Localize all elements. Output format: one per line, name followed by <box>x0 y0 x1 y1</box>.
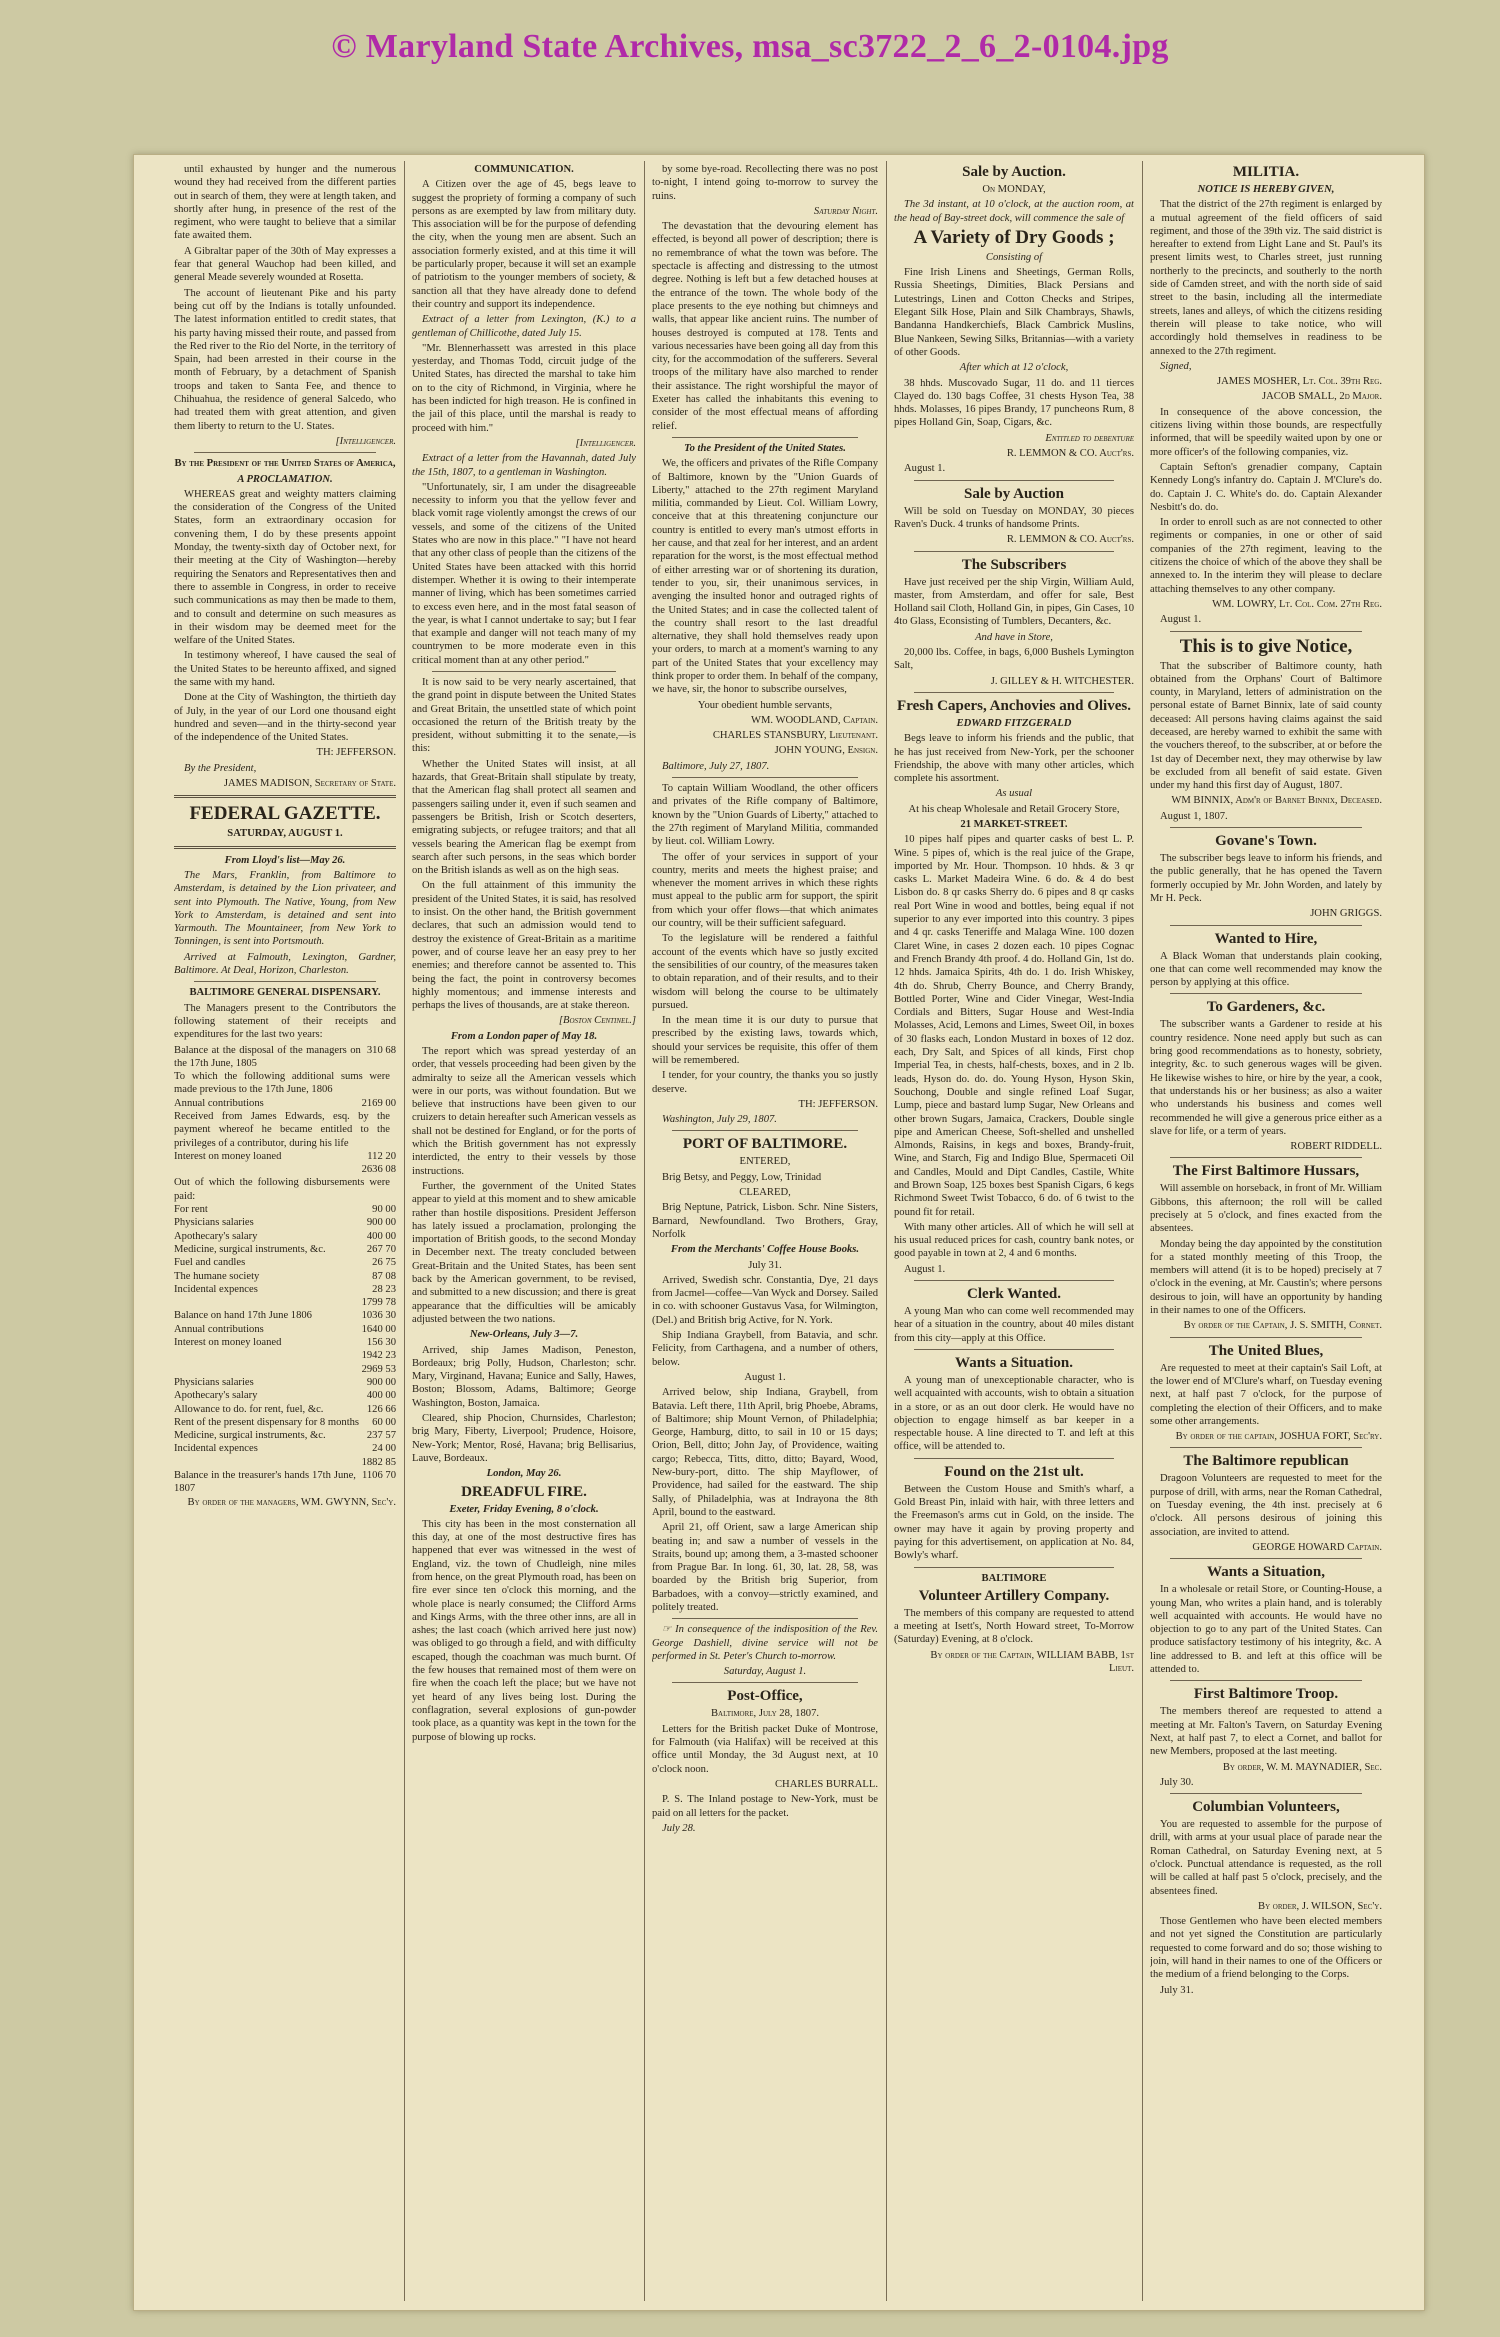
signature: GEORGE HOWARD Captain. <box>1252 1541 1382 1553</box>
divider <box>1170 1793 1362 1794</box>
ledger-label: Rent of the present dispensary for 8 months <box>174 1416 360 1428</box>
ledger-amount: 126 66 <box>366 1403 396 1415</box>
article-text: Arrived, ship James Madison, Peneston, Bordeaux; brig Polly, Hudson, Charleston; schr. Mary, Virginand, Havana; Eunice and Sally, Hawes, Boston; Blossom, Adams, Baltimore; George Washington, Boston, Jamaica. <box>412 1344 636 1409</box>
divider <box>174 846 396 849</box>
dateline: August 1. <box>1160 614 1202 626</box>
ledger-row <box>174 1429 396 1442</box>
section-heading: From a London paper of May 18. <box>450 1030 598 1042</box>
article-text: A Gibraltar paper of the 30th of May expresses a fear that general Wauchop had been killed, and general Meade severely wounded at Rosetta. <box>174 245 396 284</box>
ledger-amount: 24 00 <box>372 1443 396 1455</box>
ledger-amount: 1799 78 <box>361 1297 396 1309</box>
ledger-label: Balance in the treasurer's hands 17th June, 1807 <box>174 1470 356 1495</box>
ledger-row <box>174 1389 396 1402</box>
ledger-row <box>174 1469 396 1496</box>
article-text: P. S. The Inland postage to New-York, must be paid on all letters for the packet. <box>652 1794 878 1819</box>
notice-text: ☞ In consequence of the indisposition of the Rev. George Dashiell, divine service will not be performed in St. Peter's Church to-morrow. <box>652 1624 878 1662</box>
divider <box>672 777 858 778</box>
ad-heading: Wanted to Hire, <box>1214 930 1318 947</box>
ad-text: The members thereof are requested to attend a meeting at Mr. Falton's Tavern, on Saturday Evening Next, at half past 7, to elect a Cornet, and ballot for new Members, proposed at the last meeting. <box>1150 1706 1382 1758</box>
ad-heading: The Baltimore republican <box>1183 1453 1349 1470</box>
ad-heading: Sale by Auction. <box>962 164 1066 180</box>
ledger-amount: 2636 08 <box>361 1164 396 1176</box>
ledger-row <box>174 1256 396 1269</box>
source-credit: [Boston Centinel.] <box>558 1015 636 1027</box>
ledger-label: Physicians salaries <box>174 1217 254 1229</box>
ledger-amount: 400 00 <box>366 1230 396 1242</box>
ad-text: Entitled to debenture <box>1045 432 1134 444</box>
ledger-label: For rent <box>174 1204 208 1216</box>
ledger-label: Balance on hand 17th June 1806 <box>174 1310 312 1322</box>
dateline: Saturday Night. <box>813 205 878 217</box>
ledger-label: Annual contributions <box>174 1097 264 1109</box>
article-text: Arrived, Swedish schr. Constantia, Dye, 21 days from Jacmel—coffee—Van Wyck and Dorsey. Sailed in co. with schooner Gustavus Vasa, for Wilmington, (Del.) and British brig Active, for N. York. <box>652 1274 878 1326</box>
signature: JOHN YOUNG, Ensign. <box>774 745 878 757</box>
subheading: BALTIMORE <box>981 1572 1047 1584</box>
article-text: This city has been in the most consternation all this day, at one of the most destructive fires has happened that ever was witnessed in the west of England, viz. the town of Chudleigh, nine miles from hence, on the great Plymouth road, has been on fire ever since ten o'clock this morning, and the whole place is nearly consumed; the Clifford Arms and Kings Arms, with the three other inns, are all in ashes; the last coach (which arrived here just now) was obliged to go through a field, and with difficulty escaped, though the coachman was much burnt. Of the few houses that remained most of them were on fire when the coach left the place; but we have not yet heard of any lives being lost. During the conflagration, several explosions of gun-powder took place, as a quantity was kept in the town for the purpose of blowing up rocks. <box>412 1518 636 1743</box>
ledger-row <box>174 1044 396 1071</box>
ad-text: Dragoon Volunteers are requested to meet for the purpose of drill, with arms, near the Roman Cathedral, on Tuesday evening, the 4th inst. precisely at 6 o'clock. All persons desirous of joining this association, are invited to attend. <box>1150 1473 1382 1538</box>
divider <box>914 551 1114 552</box>
article-text: Done at the City of Washington, the thirtieth day of July, in the year of our Lord one thousand eight hundred and seven—and in the thirty-second year of the independence of the United States. <box>174 692 396 744</box>
column-2 <box>412 163 636 2298</box>
divider <box>914 1349 1114 1350</box>
issue-date: SATURDAY, AUGUST 1. <box>227 828 343 840</box>
address: 21 MARKET-STREET. <box>960 818 1068 830</box>
merchant-name: EDWARD FITZGERALD <box>956 717 1072 729</box>
ledger-label: Incidental expences <box>174 1443 258 1455</box>
ledger-label: Received from James Edwards, esq. by the payment whereof he became entitled to the privileges of a contributor, during his life <box>174 1111 390 1149</box>
article-text: Whether the United States will insist, at all hazards, that Great-Britain shall stipulate by treaty, that the American flag shall protect all seamen and passengers sailing under it, even if such seamen and passengers be British, Irish or Scotch deserters, emigrating subjects, or refugee traitors; and that all vessels bearing the American flag be exempt from search after such persons, in the seas which border on the British islands as well as on the high seas. <box>412 758 636 877</box>
dateline: Washington, July 29, 1807. <box>662 1114 777 1126</box>
section-heading: DREADFUL FIRE. <box>461 1483 587 1500</box>
ledger-row <box>174 1243 396 1256</box>
ledger-amount: 26 75 <box>372 1257 396 1269</box>
article-text: Arrived at Falmouth, Lexington, Gardner, Baltimore. At Deal, Horizon, Charleston. <box>174 951 396 977</box>
dateline: August 1, 1807. <box>1160 810 1228 822</box>
section-heading: New-Orleans, July 3—7. <box>469 1329 579 1341</box>
ledger-row <box>174 1349 396 1362</box>
signature: WM BINNIX, Adm'r of Barnet Binnix, Deceased. <box>1171 795 1382 807</box>
masthead: FEDERAL GAZETTE. <box>189 803 381 825</box>
ledger-amount: 1106 70 <box>361 1470 396 1482</box>
ad-heading: The Subscribers <box>961 556 1067 573</box>
ledger-row <box>174 1070 396 1097</box>
article-text: Brig Neptune, Patrick, Lisbon. Schr. Nine Sisters, Barnard, Newfoundland. Two Brothers, Gray, Norfolk <box>652 1202 878 1240</box>
ledger-row <box>174 1097 396 1110</box>
divider <box>1170 1157 1362 1158</box>
divider <box>1170 1558 1362 1559</box>
ledger-amount: 112 20 <box>367 1150 396 1162</box>
article-text: The account of lieutenant Pike and his party being cut off by the Indians is totally unfounded. The latest information entitled to credit states, that his party having missed their route, and passed from the Red river to the Rio del Norte, in the territory of Spain, had been arrested in their course in the month of February, by a detachment of Spanish troops and taken to Santa Fee, and thence to Chihuahua, the residence of general Salcedo, who had treated them with great attention, and given them liberty to return to the U. States. <box>174 287 396 432</box>
ledger-row <box>174 1309 396 1322</box>
divider <box>914 692 1114 693</box>
signature: By order, W. M. MAYNADIER, Sec. <box>1222 1761 1382 1773</box>
ledger-label: Interest on money loaned <box>174 1150 282 1162</box>
article-text: Letters for the British packet Duke of Montrose, for Falmouth (via Halifax) will be received at this office until Monday, the 3d August next, at 10 o'clock noon. <box>652 1723 878 1775</box>
signature: JAMES MOSHER, Lt. Col. 39th Reg. <box>1216 376 1382 388</box>
section-heading: PORT OF BALTIMORE. <box>682 1136 848 1153</box>
ledger-label <box>174 1363 362 1376</box>
article-text: Further, the government of the United States appear to yield at this moment and to shew amicable rather than hostile dispositions. President Jefferson has lately issued a proclamation, prolonging the importation of British goods, to the second Monday in December next. The treaty concluded between Great-Britain and the United States, has been sent back by the American government, to be revised, and submitted to a new discussion; and there is great appearance that the difficulties will be amicably adjusted between the two nations. <box>412 1180 636 1325</box>
proclamation-heading: By the President of the United States of America, <box>174 458 396 470</box>
ledger-row <box>174 1270 396 1283</box>
ad-heading: This is to give Notice, <box>1179 635 1353 657</box>
ledger-label: Apothecary's salary <box>174 1230 258 1242</box>
ad-heading: A Variety of Dry Goods ; <box>913 226 1115 248</box>
ad-text: Have just received per the ship Virgin, William Auld, master, from Amsterdam, and offer for sale, Best Holland sail Cloth, Holland Gin, in pipes, Gin Cases, 10 4to Glass, Econsisting of Tumblers, Decanters, &c. <box>894 576 1134 628</box>
column-rule <box>404 161 405 2301</box>
ledger-label: Incidental expences <box>174 1283 258 1295</box>
article-text: by some bye-road. Recollecting there was no post to-night, I intend going to-morrow to survey the ruins. <box>652 164 878 202</box>
ledger-label <box>174 1163 362 1176</box>
ledger-label: Annual contributions <box>174 1323 264 1335</box>
ledger-label: Balance at the disposal of the managers on the 17th June, 1805 <box>174 1044 361 1069</box>
divider <box>1170 993 1362 994</box>
subheading: CLEARED, <box>739 1187 791 1199</box>
ad-text: 20,000 lbs. Coffee, in bags, 6,000 Bushels Lymington Salt, <box>894 647 1134 672</box>
ad-heading: Fresh Capers, Anchovies and Olives. <box>897 697 1131 714</box>
ad-heading: Wants a Situation, <box>1207 1564 1325 1581</box>
ad-heading: Sale by Auction <box>963 485 1065 502</box>
ledger-amount: 60 00 <box>372 1416 396 1428</box>
ad-text: Between the Custom House and Smith's wharf, a Gold Breast Pin, inlaid with hair, with three letters and the Freemason's arms cut in Gold, on the inside. The owner may have it again by proving property and paying for this advertisement, on application at No. 84, Bowly's wharf. <box>894 1483 1134 1562</box>
signature: JACOB SMALL, 2d Major. <box>1262 391 1382 403</box>
signature: JOHN GRIGGS. <box>1310 908 1382 920</box>
divider <box>914 480 1114 481</box>
ledger-row <box>174 1376 396 1389</box>
dispensary-table <box>174 1044 396 1496</box>
ad-text: That the subscriber of Baltimore county, hath obtained from the Orphans' Court of Baltimore county, in Maryland, letters of administration on the personal estate of Barnet Binnix, late of said county deceased: All persons having claims against the said deceased, are hereby warned to exhibit the same with the vouchers thereof, to the subscriber, at or before the 1st day of December next, they may otherwise by law be excluded from all benefit of said estate. Given under my hand this first day of August, 1807. <box>1150 660 1382 792</box>
article-text: The devastation that the devouring element has effected, is beyond all power of description; there is no remembrance of what the town was before. The spectacle is affecting and distressing to the utmost degree. Nothing is left but a few detached houses at the entrance of the town. The whole body of the place presents to the eye nothing but chimneys and walls, that appear like ancient ruins. The number of houses destroyed is computed at 178. Tents and various necessaries have been going all day from this city, for the accommodation of the sufferers. Several troops of the military have also marched to render their assistance. The right worshipful the mayor of Exeter has called the inhabitants this evening to consider of the most effectual means of affording relief. <box>652 221 878 432</box>
signature: By order of the Captain, J. S. SMITH, Cornet. <box>1183 1320 1382 1332</box>
column-5 <box>1150 163 1382 2298</box>
ad-text: Are requested to meet at their captain's Sail Loft, at the lower end of M'Clure's wharf, on Tuesday evening next, at half past 7 o'clock, for the purpose of completing the election of their Officers, and to make some other arrangements. <box>1150 1362 1382 1427</box>
ad-text: A young Man who can come well recommended may hear of a situation in the country, about 40 miles distant from this city—apply at this Office. <box>894 1306 1134 1344</box>
ad-text: In a wholesale or retail Store, or Counting-House, a young Man, who writes a plain hand, and is tolerably well acquainted with accounts. He would have no objection to go to any part of the United States. Can produce satisfactory testimony of his integrity, &c. A line addressed to B. and left at this office will be attended to. <box>1150 1584 1382 1676</box>
ad-text: A Black Woman that understands plain cooking, one that can come well recommended may know the person by applying at this office. <box>1150 950 1382 989</box>
signature: By order of the managers, WM. GWYNN, Sec'y. <box>187 1496 396 1508</box>
dateline: August 1. <box>904 1263 946 1275</box>
column-4 <box>894 163 1134 2298</box>
ledger-amount: 87 08 <box>372 1270 396 1282</box>
ledger-label: Out of which the following disbursements were paid: <box>174 1177 390 1202</box>
signature: CHARLES BURRALL. <box>774 1778 878 1790</box>
ledger-amount: 2169 00 <box>361 1097 396 1109</box>
subheading: NOTICE IS HEREBY GIVEN, <box>1197 184 1335 195</box>
column-1 <box>174 163 396 2298</box>
ad-heading: MILITIA. <box>1232 164 1300 180</box>
article-text: I tender, for your country, the thanks you so justly deserve. <box>652 1070 878 1095</box>
article-text: It is now said to be very nearly ascertained, that the grand point in dispute between the United States and Great Britain, the unsettled state of which point occasioned the return of the British treaty by the president, without submitting it to the senate,—is this: <box>412 676 636 755</box>
divider <box>672 437 858 438</box>
signature: TH: JEFFERSON. <box>316 747 396 759</box>
article-text: The Mars, Franklin, from Baltimore to Amsterdam, is detained by the Lion privateer, and sent into Plymouth. The Native, Young, from New York to Amsterdam, is detained and sent into Yarmouth. The Mountaineer, from New York to Tonningen, is sent into Portsmouth. <box>174 869 396 948</box>
signature: TH: JEFFERSON. <box>798 1098 878 1110</box>
section-heading: From the Merchants' Coffee House Books. <box>670 1244 860 1256</box>
dateline: Exeter, Friday Evening, 8 o'clock. <box>449 1503 599 1515</box>
dateline: July 28. <box>662 1822 696 1834</box>
ledger-amount: 1942 23 <box>361 1350 396 1362</box>
ad-text: Monday being the day appointed by the constitution for a stated monthly meeting of this Troop, the members will attend (it is to be hoped) precisely at 7 o'clock in the evening, at Mr. Caustin's; where persons desirous to join, will have an opportunity by handing in their names to one of the Officers. <box>1150 1238 1382 1317</box>
ad-text: Will be sold on Tuesday on MONDAY, 30 pieces Raven's Duck. 4 trunks of handsome Prints. <box>894 505 1134 530</box>
ledger-label: To which the following additional sums were made previous to the 17th June, 1806 <box>174 1071 390 1096</box>
ad-text: 10 pipes half pipes and quarter casks of best L. P. Wine. 5 pipes of, which is the real juice of the Grape, imported by Mr. Hour. Thompson. 10 hhds. & 3 qr casks L. Market Madeira Wine. 6 do. & 4 do best Lisbon do. 8 qr casks Sherry do. 6 pipes and 8 qr casks real Port Wine in wood and bottles, being equal if not superior to any ever imported into this country. 3 pipes and 4 qr. casks Teneriffe and Malaga Wine. 100 dozen Claret Wine, in cases 2 dozen each. 10 pipes Cognac and French Brandy 4th proof. 4 do. Holland Gin, 1st do. 12 hhds. Jamaica Spirits, 4th do. 1 do. Irish Whiskey, 4th do. Shrub, Cherry Bounce, and Cherry Brandy, Bottled Porter, Wine and Cider Vinegar, West-India Cordials and Bitters, Sugar House and West-India Molasses, Acid, Lemons and Limes, Sweet Oil, in boxes of 30 flasks each, London Mustard in boxes of 12 doz. each, Dry Salt, and Spices of all kinds, First chop Imperial Tea, in chests, half-chests, boxes, and in 2 lb. leads, Hyson do. do. do. Young Hyson, Hyson Skin, Souchong, Double and single refined Loaf Sugar, Lump, piece and bastard lump Sugar, New Orleans and other brown Sugars, Jamaica, Crackers, Double single pipe and American Cheese, Soft-shelled and unshelled Almonds, Raisins, in kegs and boxes, Brandy-fruit, Wine, and Starch, Fig and Indigo Blue, Spermaceti Oil and Candles, Mould and Dipt Candles, Castile, White and Brown Soap, 125 boxes best Spanish Cigars, 6 kegs Richmond Sweet Twist Tobacco, 6 do. of 6 twist to the pound fit for retail. <box>894 834 1134 1218</box>
article-text: April 21, off Orient, saw a large American ship beating in; and saw a number of vessels in the Straits, bound up; among them, a 3-masted schooner from Prague Bar. In long. 61, 30, lat. 28, 58, was boarded by the British brig Superior, from Barbadoes, with a convoy—strictly examined, and politely treated. <box>652 1522 878 1613</box>
ledger-amount: 1640 00 <box>361 1323 396 1335</box>
article-text: "Unfortunately, sir, I am under the disagreeable necessity to inform you that the yellow fever and black vomit rage violently amongst the crews of our vessels, and some of the citizens of the United States who are now in this place." "I have not heard that any other class of people than the citizens of the United States have been attacked with this horrid distemper. Whether it is owing to their intemperate manner of living, which has been sometimes carried to excess even here, and in the most fatal season of the year, is what I cannot undertake to say; but I fear that example and danger will not teach many of my countrymen to be more moderate even in this critical moment than at any other period." <box>412 481 636 666</box>
ad-heading: The United Blues, <box>1208 1342 1324 1359</box>
ad-heading: To Gardeners, &c. <box>1206 999 1326 1016</box>
divider <box>672 1618 858 1619</box>
article-text: A Citizen over the age of 45, begs leave to suggest the propriety of forming a company of such persons as are exempted by law from military duty. This association will be for the purpose of defending the city, when the young men are absent. Such an association formerly existed, and at this time it will be particularly proper, because it will set an example of patriotism to the younger members of society, & sanction all that they have already done to defend their country and support its independence. <box>412 179 636 310</box>
ledger-label: Interest on money loaned <box>174 1337 282 1349</box>
article-text: In the mean time it is our duty to pursue that prescribed by the existing laws, towards which, should your services be requisite, this offer of them will be remembered. <box>652 1015 878 1066</box>
subheading: After which at 12 o'clock, <box>959 362 1069 374</box>
article-text: Brig Betsy, and Peggy, Low, Trinidad <box>662 1171 822 1183</box>
divider <box>194 452 376 453</box>
article-text: The offer of your services in support of your country, merits and meets the highest praise; and whenever the moment arrives in which these rights must appeal to the public arm for support, the spirit from which your offer flows—that which animates our country, will be their sufficient safeguard. <box>652 851 878 930</box>
signature: JAMES MADISON, Secretary of State. <box>223 778 396 790</box>
ledger-amount: 156 30 <box>366 1337 396 1349</box>
divider <box>432 671 616 672</box>
section-heading: Post-Office, <box>727 1688 803 1705</box>
divider <box>672 1130 858 1131</box>
ad-text: In order to enroll such as are not connected to other regiments or companies, in one or other of said companies of the 27th regiment, leaving to the citizens the choice of which of the above they shall be annexed to. In the interim they will please to declare attaching themselves to any other company. <box>1150 517 1382 595</box>
signature: R. LEMMON & CO. Auct'rs. <box>1006 534 1134 546</box>
ledger-row <box>174 1216 396 1229</box>
ledger-row <box>174 1416 396 1429</box>
column-rule <box>886 161 887 2301</box>
ledger-label: Allowance to do. for rent, fuel, &c. <box>174 1403 324 1415</box>
article-text: We, the officers and privates of the Rifle Company of Baltimore, known by the "Union Guards of Liberty," attached to the 27th regiment Maryland militia, commanded by Lieut. Col. William Lowry, conceive that at this threatening conjuncture our country is entitled to every man's utmost efforts in her cause, and that zeal for her interest, and an ardent reparation for the worst, is the most effectual method of either arresting war or of shortening its duration, tender to you, sir, their unanimous services, in avenging the insulted honor and outraged rights of the United States; and in case the collected talent of the country shall resort to the last dreadful alternative, they shall hold themselves ready upon your orders, to march at a moment's warning to any part of the United States that your excellency may think proper to order them. In behalf of the company, we have, sir, the honor to subscribe ourselves, <box>652 458 878 696</box>
signature-line: Signed, <box>1160 360 1192 372</box>
section-heading: From Lloyd's list—May 26. <box>224 854 346 866</box>
subheading: ENTERED, <box>739 1156 791 1168</box>
ad-text: 38 hhds. Muscovado Sugar, 11 do. and 11 tierces Clayed do. 130 bags Coffee, 31 chests Hyson Tea, 38 hhds. Molasses, 16 pipes Brandy, 17 puncheons Rum, 8 pipes Holland Gin, Soap, Cigars, &c. <box>894 377 1134 429</box>
divider <box>1170 1447 1362 1448</box>
ledger-amount: 2969 53 <box>361 1363 396 1375</box>
ledger-label <box>174 1349 362 1362</box>
ledger-row <box>174 1296 396 1309</box>
archive-watermark: © Maryland State Archives, msa_sc3722_2_6_2-0104.jpg <box>331 28 1169 65</box>
ledger-amount: 90 00 <box>372 1204 396 1216</box>
ad-heading: Clerk Wanted. <box>967 1286 1061 1303</box>
article-text: The Managers present to the Contributors the following statement of their receipts and expenditures for the last two years: <box>174 1002 396 1041</box>
ad-text: Fine Irish Linens and Sheetings, German Rolls, Russia Sheetings, Dimities, Black Persians and Lutestrings, Linen and Cotton Checks and Stripes, Elegant Silk Hose, Plain and Silk Chambrays, Shawls, Bandanna Handkerchiefs, Black Cambrick Muslins, Blue Nankeen, Sewing Silks, Britannias—with a variety of other Goods. <box>894 267 1134 358</box>
ad-text: Will assemble on horseback, in front of Mr. William Gibbons, this afternoon; the roll will be called precisely at 5 o'clock, and fines exacted from the absentees. <box>1150 1183 1382 1235</box>
ledger-label: Medicine, surgical instruments, &c. <box>174 1430 326 1442</box>
signature: CHARLES STANSBURY, Lieutenant. <box>712 730 878 742</box>
article-text: Ship Indiana Graybell, from Batavia, and schr. Felicity, from Carthagena, and a number of others, below. <box>652 1330 878 1368</box>
ledger-label: Medicine, surgical instruments, &c. <box>174 1243 326 1255</box>
subheading: As usual <box>995 788 1033 800</box>
article-text: Cleared, ship Phocion, Churnsides, Charleston; brig Mary, Fiberty, Liverpool; Prudence, Hoisore, New-York; Mentor, Rosé, Havana; brig Bellisarius, Lauve, Bordeaux. <box>412 1413 636 1464</box>
article-text: To the legislature will be rendered a faithful account of the events which have so justly excited the sensibilities of our country, of the measures taken to obtain reparation, and of their results, and to their wisdom will belong the course to be ultimately pursued. <box>652 933 878 1011</box>
ad-heading: Govane's Town. <box>1215 833 1317 850</box>
signature: WM. WOODLAND, Captain. <box>750 714 878 726</box>
divider <box>914 1567 1114 1568</box>
ad-text: The subscriber begs leave to inform his friends, and the public generally, that he has opened the Tavern formerly occupied by Mr. John Worden, and lately by Mr H. Peck. <box>1150 853 1382 904</box>
ledger-row <box>174 1442 396 1455</box>
ad-text: The subscriber wants a Gardener to reside at his country residence. None need apply but such as can bring good recommendations as to honesty, sobriety, integrity, &c. to such generous wages will be given. He likewise wishes to hire, or hire by the year, a cook, that understands his or her business; as also a waiter who understands his business and comes well recommended he will give a generous price either as a slave for life, or a term of years. <box>1150 1019 1382 1137</box>
ledger-amount: 900 00 <box>366 1376 396 1388</box>
dateline: August 1. <box>904 463 946 475</box>
signature: J. GILLEY & H. WITCHESTER. <box>990 675 1134 687</box>
ad-text: Those Gentlemen who have been elected members and not yet signed the Constitution are particularly requested to come forward and do so; those wishing to join, will hand in their names to one of the Officers or the medium of a friend belonging to the Corps. <box>1150 1916 1382 1981</box>
article-text: The report which was spread yesterday of an order, that vessels proceeding had been given by the admiralty to seize all the American vessels which were in our ports, was without foundation. But we believe that instructions have been given to our cruizers to detain hereafter such American vessels as shall not be destined for England, or for the ports of which the British government has not expressly interdicted, the entry to their vessels by those instructions. <box>412 1046 636 1177</box>
signature: By order, J. WILSON, Sec'y. <box>1258 1900 1382 1912</box>
dateline: July 31. <box>1160 1984 1194 1996</box>
divider <box>672 1682 858 1683</box>
subheading: And have in Store, <box>975 631 1053 643</box>
ledger-label: The humane society <box>174 1270 260 1282</box>
ad-heading: The First Baltimore Hussars, <box>1172 1163 1360 1180</box>
ledger-row <box>174 1150 396 1163</box>
ledger-amount: 1036 30 <box>361 1310 396 1322</box>
dateline: Saturday, August 1. <box>723 1666 807 1678</box>
ledger-label <box>174 1456 362 1469</box>
section-heading: To the President of the United States. <box>684 442 846 454</box>
ledger-row <box>174 1110 396 1150</box>
ledger-row <box>174 1176 396 1203</box>
signature: ROBERT RIDDELL. <box>1290 1141 1382 1153</box>
ledger-row <box>174 1456 396 1469</box>
ad-heading: Wants a Situation. <box>955 1354 1073 1371</box>
article-text: In testimony whereof, I have caused the seal of the United States to be hereunto affixed, and signed the same with my hand. <box>174 650 396 688</box>
ad-text: In consequence of the above concession, the citizens living within those bounds, are respectfully informed, that will be speedily waited upon by one or more officer's of the following companies, viz. <box>1150 406 1382 458</box>
ledger-row <box>174 1336 396 1349</box>
ad-text: A young man of unexceptionable character, who is well acquainted with accounts, wish to obtain a situation in a store, or as an out door clerk. He would have no objection to engage himself as bar keeper in a respectable house. A line directed to T. and left at this office, will be attended to. <box>894 1374 1134 1453</box>
ledger-label <box>174 1296 362 1309</box>
divider <box>914 1458 1114 1459</box>
divider <box>194 981 376 982</box>
section-heading: BALTIMORE GENERAL DISPENSARY. <box>189 987 381 999</box>
ledger-label: Physicians salaries <box>174 1376 254 1388</box>
divider <box>1170 631 1362 632</box>
divider <box>1170 1337 1362 1338</box>
dateline: July 31. <box>748 1259 782 1271</box>
article-text: To captain William Woodland, the other officers and privates of the Rifle company of Baltimore, known by the "Union Guards of Liberty," attached to the 27th regiment of Maryland Militia, commanded by lieut. col. William Lowry. <box>652 783 878 848</box>
column-3 <box>652 163 878 2298</box>
ledger-row <box>174 1163 396 1176</box>
section-heading: Extract of a letter from the Havannah, dated July the 15th, 1807, to a gentleman in Washington. <box>412 453 636 478</box>
ledger-row <box>174 1323 396 1336</box>
ledger-amount: 28 23 <box>372 1283 396 1295</box>
article-text: Arrived below, ship Indiana, Graybell, from Batavia. Left there, 11th April, brig Phoebe, Abrams, of Baltimore; ship Mount Vernon, of Philadelphia; George, Hamburg, ditto, to sail in 10 or 15 days; Orion, Bell, ditto; John Jay, of Providence, waiting cargo; Rebecca, Titts, ditto, ditto; Bayard, Wood, New-bury-port, ditto. The ship Mayflower, of Providence, had sailed for the eastward. The ship Sally, of Philadelphia, was at Indrayona the 8th April, bound to the eastward. <box>652 1387 878 1518</box>
column-rule <box>1142 161 1143 2301</box>
subheading: On MONDAY, <box>982 184 1046 195</box>
dateline: July 30. <box>1160 1776 1194 1788</box>
ad-text: Captain Sefton's grenadier company, Captain Kennedy Long's infantry do. Captain J. M'Clure's do. do. Captain J. C. White's do. do. Captain Alexander Nesbitt's do. do. <box>1150 461 1382 513</box>
divider <box>174 795 396 798</box>
section-heading: COMMUNICATION. <box>474 164 574 175</box>
divider <box>1170 827 1362 828</box>
dateline: August 1. <box>744 1371 786 1383</box>
subheading: At his cheap Wholesale and Retail Grocery Store, <box>908 803 1120 815</box>
ad-heading: Columbian Volunteers, <box>1192 1799 1340 1816</box>
ledger-amount: 267 70 <box>366 1243 396 1255</box>
ad-heading: Volunteer Artillery Company. <box>918 1587 1110 1604</box>
article-text: WHEREAS great and weighty matters claiming the consideration of the Congress of the United States, form an extraordinary occasion for convening them, I do by these presents appoint Monday, the twenty-sixth day of October next, for their meeting at the City of Washington—hereby requiring the Senators and Representatives then and there to assemble in Congress, in order to receive such communications as may then be made to them, and to consult and determine on such measures as in their wisdom may be deemed meet for the welfare of the United States. <box>174 488 396 647</box>
signature: By order of the captain, JOSHUA FORT, Sec'ry. <box>1175 1431 1382 1443</box>
dateline: Baltimore, July 27, 1807. <box>662 760 770 772</box>
column-rule <box>644 161 645 2301</box>
ad-text: With many other articles. All of which he will sell at his usual reduced prices for cash, country bank notes, or good payable in town at 2, 4 and 6 months. <box>894 1221 1134 1260</box>
ad-text: The members of this company are requested to attend a meeting at Isett's, North Howard street, To-Morrow (Saturday) Evening, at 8 o'clock. <box>894 1607 1134 1646</box>
article-text: until exhausted by hunger and the numerous wound they had received from the different parties out in search of them, they were at length taken, and shortly after hung, in presence of the rest of the regiment, who were taught to believe that a similar fate awaited them. <box>174 164 396 242</box>
ledger-row <box>174 1203 396 1216</box>
ad-heading: First Baltimore Troop. <box>1193 1686 1339 1703</box>
ledger-row <box>174 1403 396 1416</box>
divider <box>1170 925 1362 926</box>
ledger-amount: 310 68 <box>366 1044 396 1056</box>
source-credit: [Intelligencer. <box>335 435 396 447</box>
ledger-row <box>174 1283 396 1296</box>
article-text: "Mr. Blennerhassett was arrested in this place yesterday, and Thomas Todd, circuit judge of the United States, has directed the marshal to take him on to the city of Richmond, in Virginia, where he has been indicted for high treason. He is confined in the jail of this place, until the marshal is ready to proceed with him." <box>412 342 636 434</box>
article-text: On the full attainment of this immunity the president of the United States, it is said, has resolved to insist. On the other hand, the British government declares, that such an admission would tend to destroy the existence of Great-Britain as a maritime power, and of course leave her an easy prey to her enemies; and therefore cannot be assented to. This being the fact, the point in controversy becomes highly momentous; and immense interests and perhaps the lives of thousands, are at stake thereon. <box>412 880 636 1012</box>
ledger-amount: 1882 85 <box>361 1456 396 1468</box>
proclamation-title: A PROCLAMATION. <box>237 473 333 485</box>
ledger-row <box>174 1363 396 1376</box>
divider <box>1170 1680 1362 1681</box>
ledger-label: Apothecary's salary <box>174 1390 258 1402</box>
ad-text: That the district of the 27th regiment is enlarged by a mutual agreement of the field officers of said regiment, and those of the 39th viz. The said district is hereafter to extend from Light Lane and St. Paul's its present limits west, to Charles street, just running northerly to the precincts, and southerly to the north side of Camden street, and with the north side of said street to the basin, including all the intermediate streets, lanes and alleys, of which the citizens residing therein will please to take notice, who will accordingly hold themselves in readiness to be annexed to the 27th regiment. <box>1150 199 1382 357</box>
source-credit: [Intelligencer. <box>575 437 636 449</box>
signature-line: Your obedient humble servants, <box>697 699 833 711</box>
dateline: Baltimore, July 28, 1807. <box>710 1708 820 1720</box>
signature: By order of the Captain, WILLIAM BABB, 1st Lieut. <box>930 1649 1134 1675</box>
divider <box>914 1280 1114 1281</box>
ad-heading: Found on the 21st ult. <box>944 1463 1084 1480</box>
signature: WM. LOWRY, Lt. Col. Com. 27th Reg. <box>1212 598 1382 610</box>
signature: R. LEMMON & CO. Auct'rs. <box>1006 448 1134 460</box>
newspaper-page <box>133 154 1425 2311</box>
dateline: London, May 26. <box>486 1468 562 1480</box>
section-heading: Extract of a letter from Lexington, (K.) to a gentleman of Chillicothe, dated July 15. <box>412 314 636 339</box>
signature-line: By the President, <box>184 762 257 774</box>
ledger-row <box>174 1230 396 1243</box>
ledger-label: Fuel and candles <box>174 1257 246 1269</box>
ad-text: The 3d instant, at 10 o'clock, at the auction room, at the head of Bay-street dock, will commence the sale of <box>894 199 1134 224</box>
ledger-amount: 237 57 <box>366 1430 396 1442</box>
subheading: Consisting of <box>985 251 1043 263</box>
ledger-amount: 400 00 <box>366 1390 396 1402</box>
ad-text: Begs leave to inform his friends and the public, that he has just received from New-York, per the schooner Friendship, the above with many other articles, which complete his assortment. <box>894 733 1134 785</box>
ad-text: You are requested to assemble for the purpose of drill, with arms at your usual place of parade near the Roman Cathedral, on Saturday Evening next, at 5 o'clock. Punctual attendance is requested, as the roll will be called at half past 5 o'clock, precisely, and the absentees fined. <box>1150 1819 1382 1897</box>
ledger-amount: 900 00 <box>366 1217 396 1229</box>
